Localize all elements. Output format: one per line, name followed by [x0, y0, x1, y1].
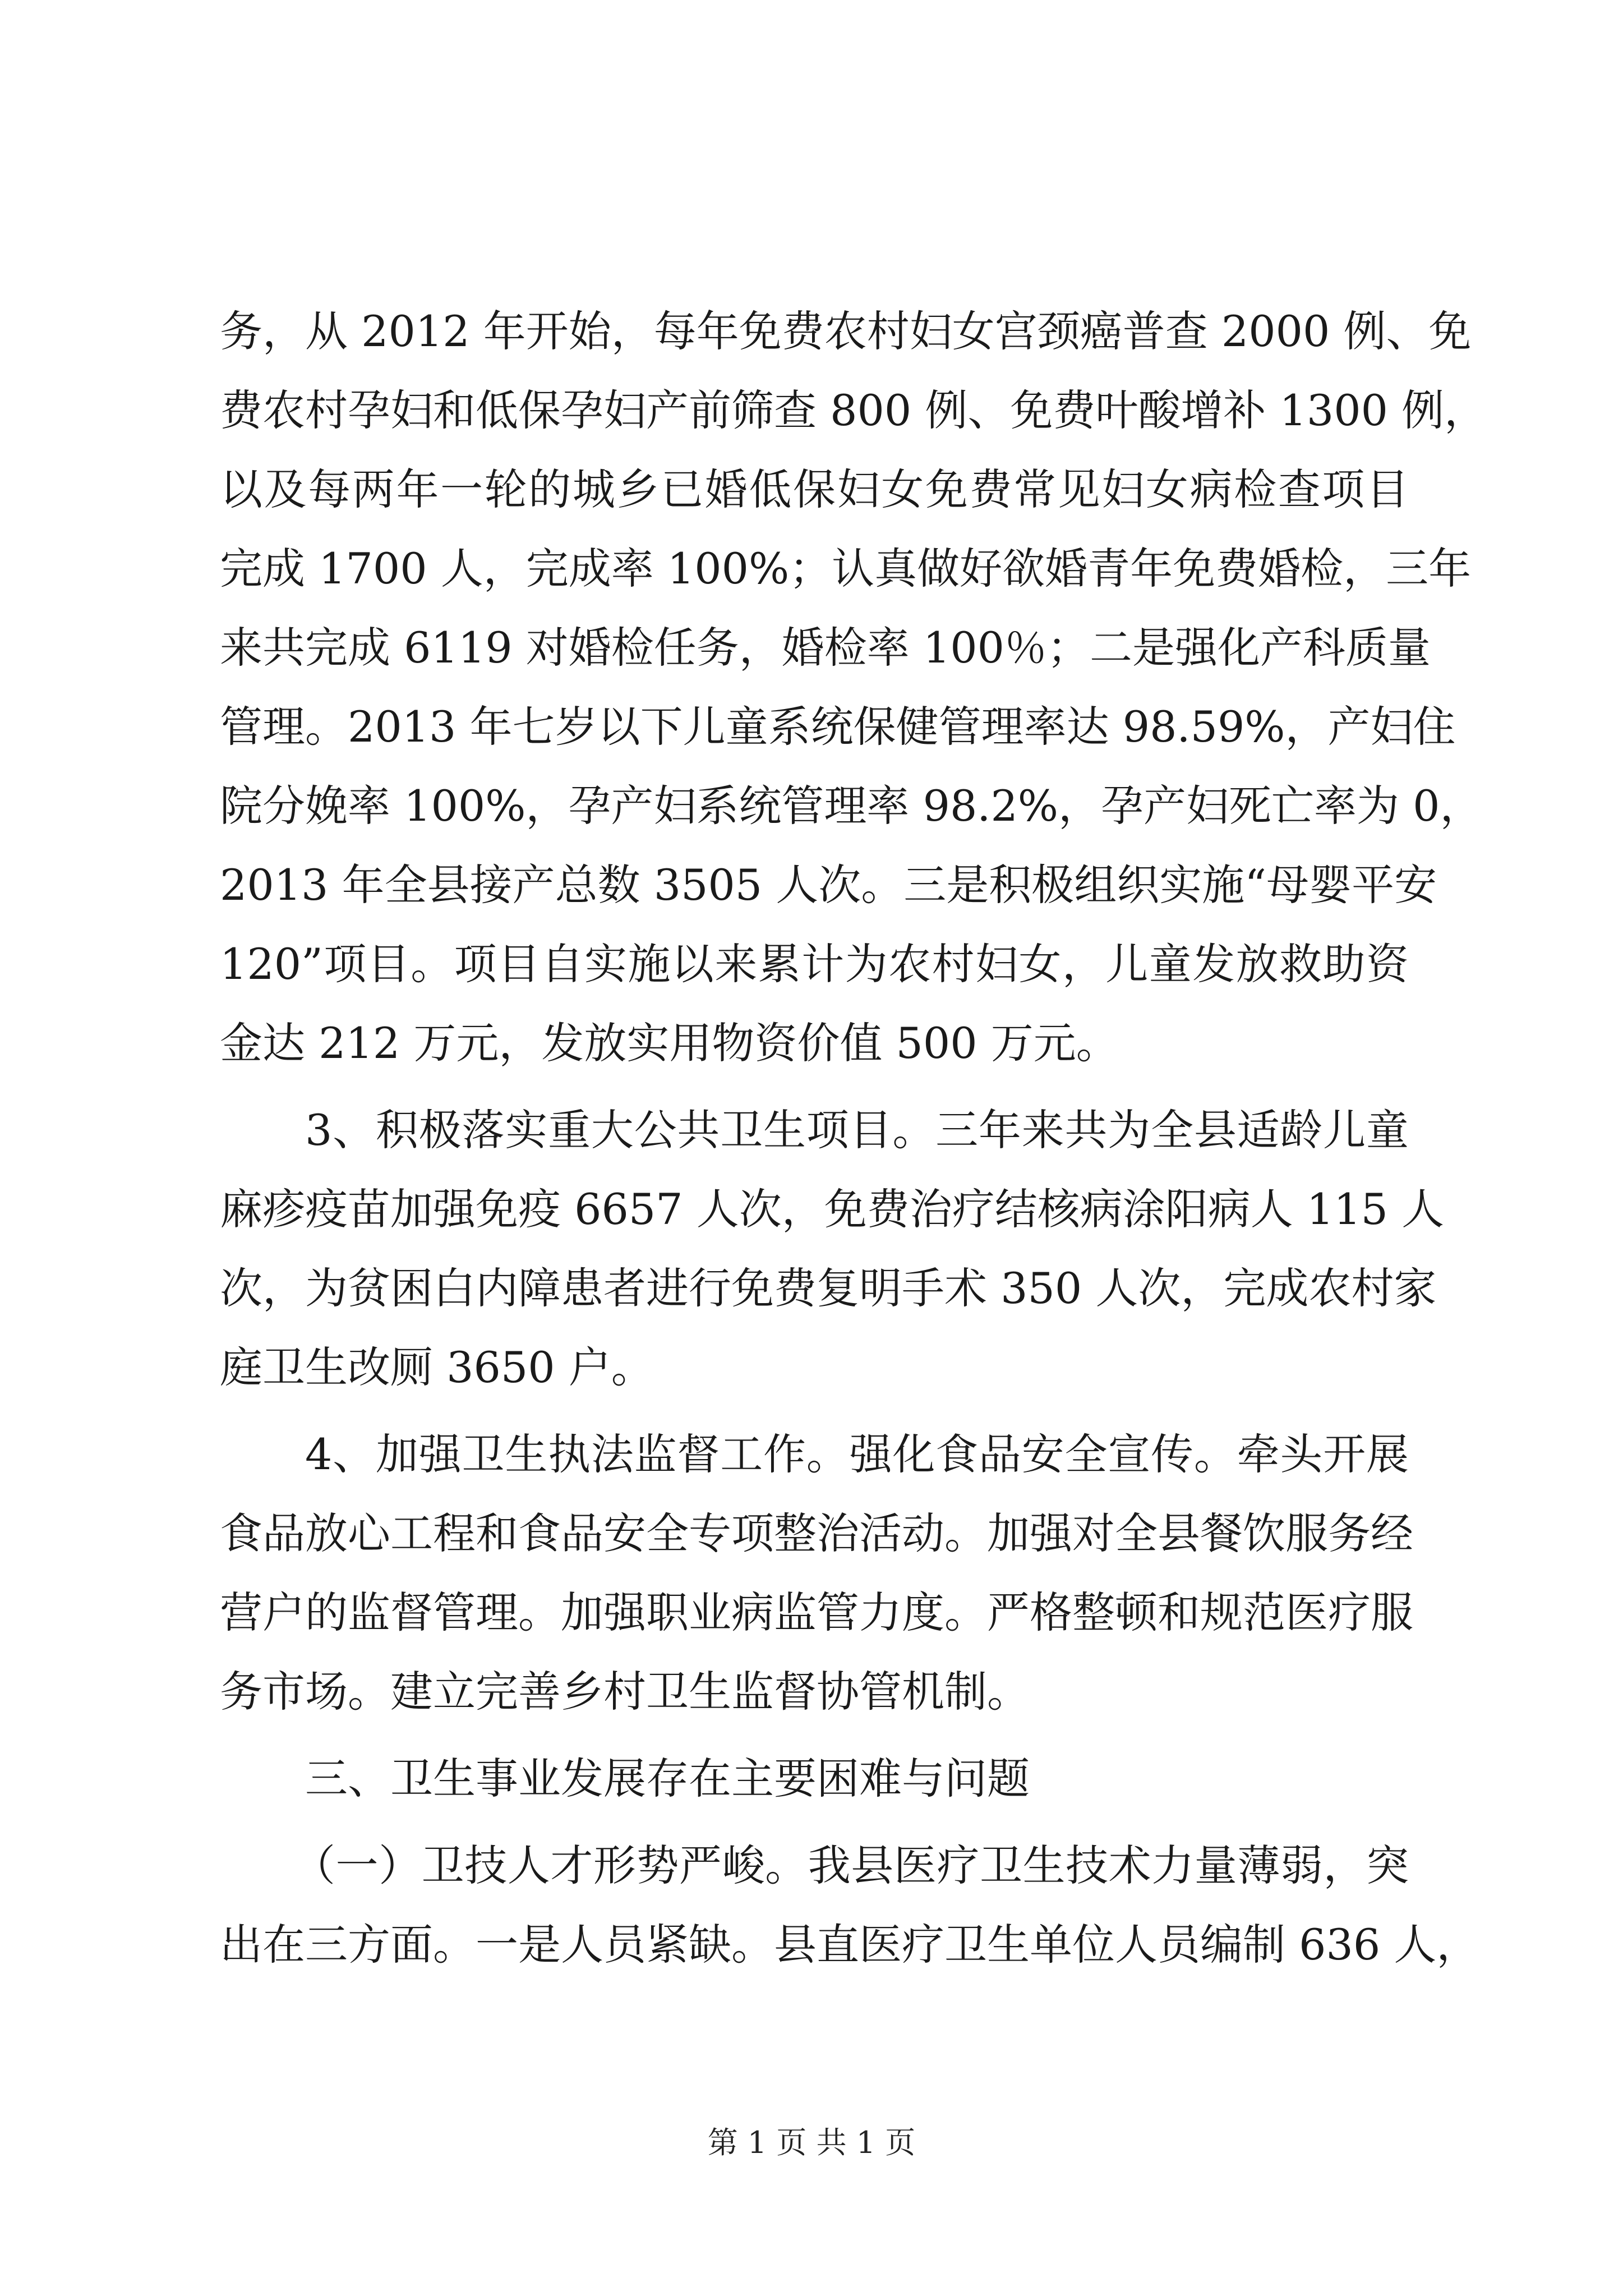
paragraph-gap [220, 1818, 1409, 1826]
text-line: 来共完成 6119 对婚检任务，婚检率 100％；二是强化产科质量 [220, 623, 1431, 673]
text-line: 2013 年全县接产总数 3505 人次。三是积极组织实施“母婴平安 [220, 860, 1437, 910]
document-body [220, 292, 1487, 1984]
section-heading: 三、卫生事业发展存在主要困难与问题 [305, 1754, 1030, 1803]
text-line: 院分娩率 100%，孕产妇系统管理率 98.2%，孕产妇死亡率为 0， [220, 781, 1483, 831]
text-line: 务，从 2012 年开始，每年免费农村妇女宫颈癌普查 2000 例、免 [220, 306, 1472, 356]
page-footer: 第 1 页 共 1 页 [707, 2125, 916, 2160]
text-line: 出在三方面。一是人员紧缺。县直医疗卫生单位人员编制 636 人， [220, 1920, 1479, 1970]
text-line: 120”项目。项目自实施以来累计为农村妇女，儿童发放救助资 [220, 939, 1409, 989]
text-line: 完成 1700 人，完成率 100%；认真做好欲婚青年免费婚检，三年 [220, 544, 1472, 593]
text-line: 次，为贫困白内障患者进行免费复明手术 350 人次，完成农村家 [220, 1263, 1437, 1313]
text-line: 营户的监督管理。加强职业病监管力度。严格整顿和规范医疗服 [220, 1588, 1413, 1637]
text-line: 管理。2013 年七岁以下儿童系统保健管理率达 98.59%，产妇住 [220, 702, 1456, 752]
paragraph-gap [220, 1083, 1409, 1091]
text-line: 金达 212 万元，发放实用物资价值 500 万元。 [220, 1018, 1119, 1068]
text-line: 庭卫生改厕 3650 户。 [220, 1342, 654, 1392]
text-line: 3、积极落实重大公共卫生项目。三年来共为全县适龄儿童 [305, 1105, 1409, 1155]
text-line: 4、加强卫生执法监督工作。强化食品安全宣传。牵头开展 [305, 1429, 1409, 1479]
text-line: 费农村孕妇和低保孕妇产前筛查 800 例、免费叶酸增补 1300 例， [220, 385, 1487, 435]
paragraph-gap [220, 1407, 1409, 1415]
text-line: （一）卫技人才形势严峻。我县医疗卫生技术力量薄弱，突 [293, 1841, 1409, 1890]
text-line: 务市场。建立完善乡村卫生监督协管机制。 [220, 1667, 1030, 1717]
text-line: 以及每两年一轮的城乡已婚低保妇女免费常见妇女病检查项目 [220, 464, 1409, 514]
text-line: 麻疹疫苗加强免疫 6657 人次，免费治疗结核病涂阳病人 115 人 [220, 1184, 1445, 1234]
paragraph-gap [220, 1731, 1409, 1739]
text-line: 食品放心工程和食品安全专项整治活动。加强对全县餐饮服务经 [220, 1508, 1413, 1558]
